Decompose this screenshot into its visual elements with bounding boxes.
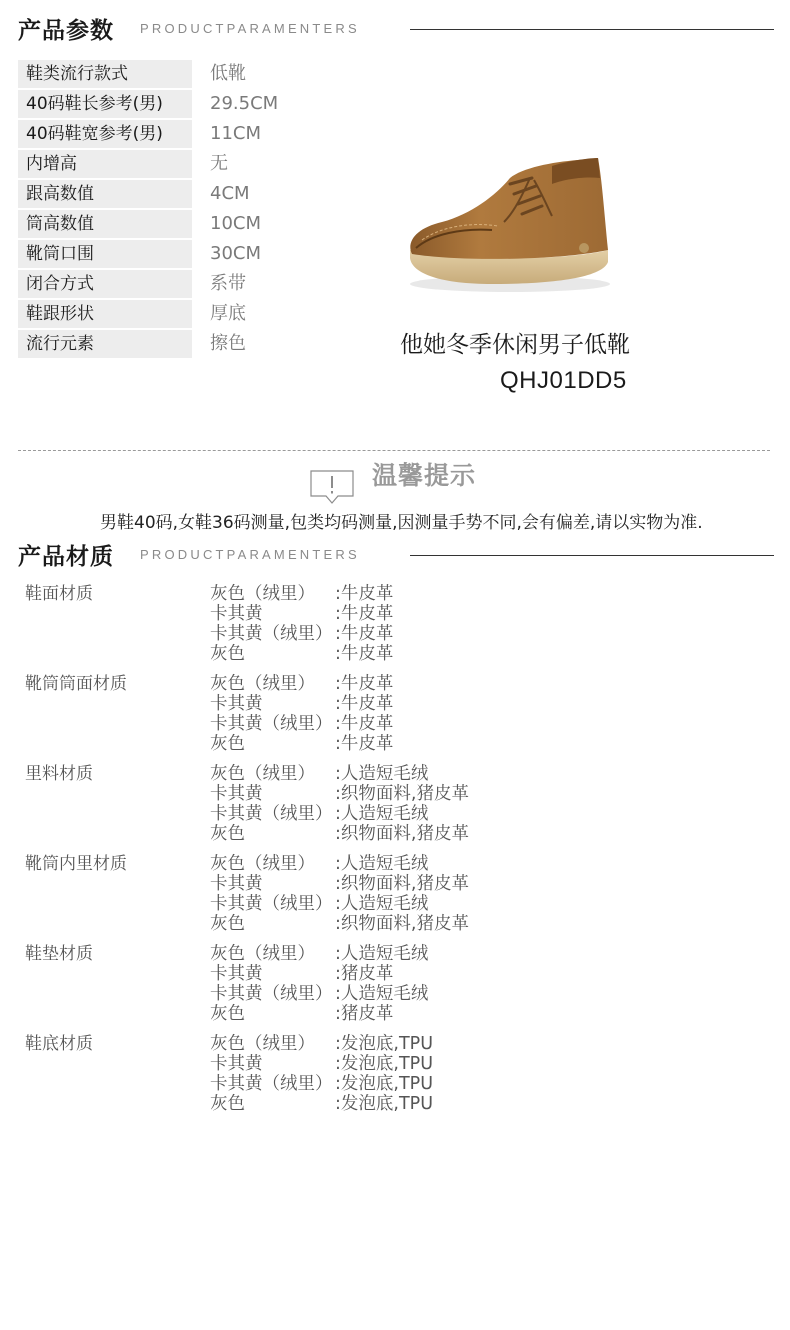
material-color: 卡其黄: [210, 604, 263, 624]
material-color: 灰色: [210, 644, 245, 664]
material-value: :人造短毛绒: [335, 764, 429, 784]
param-row: [18, 180, 378, 208]
material-color: 灰色（绒里）: [210, 674, 315, 694]
params-section-header: [18, 12, 774, 42]
material-value: :人造短毛绒: [335, 894, 429, 914]
params-title: 产品参数: [18, 18, 114, 44]
material-value: :人造短毛绒: [335, 984, 429, 1004]
param-row: [18, 120, 378, 148]
material-color: 卡其黄（绒里）: [210, 624, 333, 644]
material-color: 卡其黄（绒里）: [210, 894, 333, 914]
param-key: 跟高数值: [18, 180, 192, 208]
param-value: 11CM: [210, 123, 262, 144]
param-value: 低靴: [210, 63, 246, 84]
materials-section-header: [18, 538, 774, 568]
material-color: 灰色（绒里）: [210, 854, 315, 874]
product-code: QHJ01DD5: [500, 367, 627, 394]
material-color: 卡其黄: [210, 964, 263, 984]
param-value: 10CM: [210, 213, 262, 234]
material-color: 灰色: [210, 1004, 245, 1024]
materials-subtitle: PRODUCTPARAMENTERS: [140, 547, 360, 562]
param-value: 系带: [210, 273, 246, 294]
param-value: 擦色: [210, 333, 246, 354]
material-value: :猪皮革: [335, 1004, 394, 1024]
header-divider: [410, 29, 774, 30]
material-label: 鞋底材质: [25, 1034, 93, 1054]
material-value: :牛皮革: [335, 714, 394, 734]
param-key: 筒高数值: [18, 210, 192, 238]
product-name: 他她冬季休闲男子低靴: [400, 332, 630, 358]
material-label: 鞋面材质: [25, 584, 93, 604]
material-value: :牛皮革: [335, 644, 394, 664]
material-color: 卡其黄（绒里）: [210, 1074, 333, 1094]
param-value: 厚底: [210, 303, 246, 324]
material-value: :发泡底,TPU: [335, 1054, 434, 1074]
material-value: :发泡底,TPU: [335, 1034, 434, 1054]
material-color: 灰色: [210, 824, 245, 844]
materials-title: 产品材质: [18, 544, 114, 570]
material-color: 卡其黄（绒里）: [210, 714, 333, 734]
material-value: :织物面料,猪皮革: [335, 824, 469, 844]
param-key: 鞋类流行款式: [18, 60, 192, 88]
material-value: :人造短毛绒: [335, 804, 429, 824]
param-row: [18, 210, 378, 238]
material-color: 灰色（绒里）: [210, 944, 315, 964]
param-key: 40码鞋长参考(男): [18, 90, 192, 118]
material-color: 灰色: [210, 734, 245, 754]
material-value: :牛皮革: [335, 694, 394, 714]
dashed-divider: [18, 450, 770, 451]
param-value: 29.5CM: [210, 93, 279, 114]
material-color: 灰色: [210, 914, 245, 934]
param-key: 鞋跟形状: [18, 300, 192, 328]
param-value: 30CM: [210, 243, 262, 264]
param-value: 无: [210, 153, 228, 174]
material-value: :牛皮革: [335, 584, 394, 604]
param-row: [18, 90, 378, 118]
param-row: [18, 300, 378, 328]
material-color: 灰色（绒里）: [210, 584, 315, 604]
header-divider: [410, 555, 774, 556]
material-color: 灰色: [210, 1094, 245, 1114]
material-value: :牛皮革: [335, 674, 394, 694]
tip-text: 男鞋40码,女鞋36码测量,包类均码测量,因测量手势不同,会有偏差,请以实物为准.: [100, 513, 703, 533]
material-color: 卡其黄: [210, 694, 263, 714]
material-label: 靴筒内里材质: [25, 854, 127, 874]
material-color: 灰色（绒里）: [210, 1034, 315, 1054]
material-value: :发泡底,TPU: [335, 1094, 434, 1114]
param-row: [18, 240, 378, 268]
material-color: 卡其黄: [210, 874, 263, 894]
param-row: [18, 270, 378, 298]
material-color: 卡其黄（绒里）: [210, 804, 333, 824]
param-key: 40码鞋宽参考(男): [18, 120, 192, 148]
param-row: [18, 330, 378, 358]
material-value: :牛皮革: [335, 624, 394, 644]
param-row: [18, 60, 378, 88]
material-value: :织物面料,猪皮革: [335, 784, 469, 804]
param-row: [18, 150, 378, 178]
param-key: 流行元素: [18, 330, 192, 358]
material-value: :人造短毛绒: [335, 944, 429, 964]
param-key: 内增高: [18, 150, 192, 178]
material-value: :织物面料,猪皮革: [335, 914, 469, 934]
material-value: :人造短毛绒: [335, 854, 429, 874]
material-color: 卡其黄: [210, 784, 263, 804]
tip-title: 温馨提示: [372, 461, 477, 490]
material-label: 鞋垫材质: [25, 944, 93, 964]
material-value: :猪皮革: [335, 964, 394, 984]
material-label: 靴筒筒面材质: [25, 674, 127, 694]
param-key: 闭合方式: [18, 270, 192, 298]
product-shoe-image: [402, 150, 618, 298]
material-label: 里料材质: [25, 764, 93, 784]
material-color: 卡其黄: [210, 1054, 263, 1074]
param-value: 4CM: [210, 183, 250, 204]
material-color: 卡其黄（绒里）: [210, 984, 333, 1004]
param-key: 靴筒口围: [18, 240, 192, 268]
material-value: :牛皮革: [335, 604, 394, 624]
material-value: :牛皮革: [335, 734, 394, 754]
material-value: :发泡底,TPU: [335, 1074, 434, 1094]
material-color: 灰色（绒里）: [210, 764, 315, 784]
material-value: :织物面料,猪皮革: [335, 874, 469, 894]
params-subtitle: PRODUCTPARAMENTERS: [140, 21, 360, 36]
exclamation-speech-icon: [310, 470, 354, 504]
